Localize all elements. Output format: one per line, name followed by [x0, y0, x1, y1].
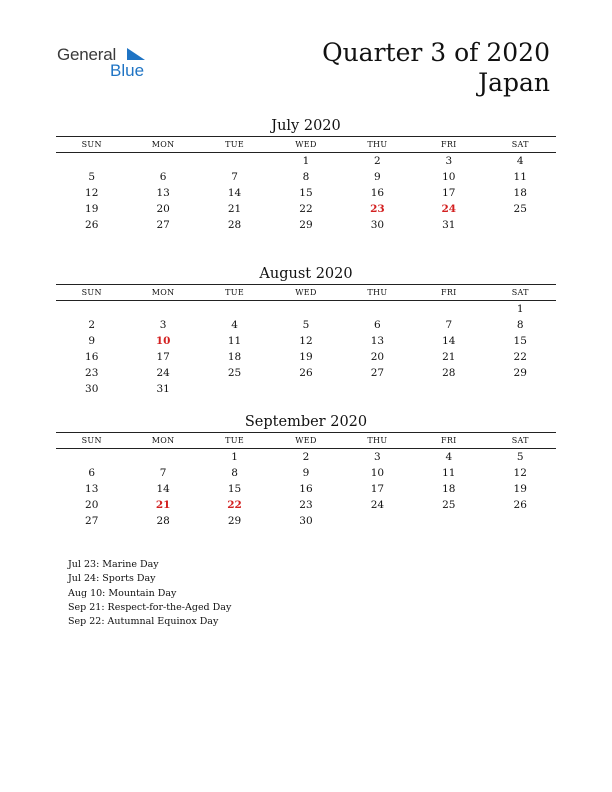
date-cell: 28	[156, 515, 170, 527]
week-row	[56, 317, 556, 333]
date-cell: 24	[156, 367, 170, 379]
quarter-title: Quarter 3 of 2020	[322, 38, 550, 67]
week-row	[56, 497, 556, 513]
date-cell: 12	[299, 335, 313, 347]
weekday-label: MON	[151, 288, 175, 297]
date-cell: 16	[299, 483, 313, 495]
week-row	[56, 465, 556, 481]
week-row	[56, 513, 556, 529]
date-cell: 1	[302, 155, 310, 167]
holiday-date: 10	[155, 335, 171, 347]
date-cell: 4	[516, 155, 524, 167]
week-row	[56, 365, 556, 381]
month-calendar	[56, 264, 556, 397]
date-cell: 14	[156, 483, 170, 495]
date-cell: 15	[299, 187, 313, 199]
date-cell: 12	[85, 187, 99, 199]
month-title: August 2020	[259, 266, 353, 282]
date-cell: 21	[442, 351, 456, 363]
date-cell: 1	[516, 303, 524, 315]
weekday-label: FRI	[441, 436, 457, 445]
weekday-label: MON	[151, 140, 175, 149]
date-cell: 14	[227, 187, 242, 199]
date-cell: 23	[299, 499, 313, 511]
date-cell: 5	[302, 319, 310, 331]
date-cell: 2	[88, 319, 96, 331]
week-row	[56, 481, 556, 497]
month-title: July 2020	[271, 118, 341, 134]
logo-general-text: General	[57, 45, 117, 64]
weekday-label: MON	[151, 436, 175, 445]
date-cell: 5	[516, 451, 524, 463]
weekday-label: TUE	[225, 436, 244, 445]
holiday-note: Jul 24: Sports Day	[68, 573, 156, 585]
date-cell: 30	[370, 219, 385, 231]
date-cell: 28	[442, 367, 456, 379]
date-cell: 29	[299, 219, 313, 231]
date-cell: 9	[302, 467, 310, 479]
weekday-label: SUN	[81, 140, 102, 149]
date-cell: 13	[370, 335, 385, 347]
country-title: Japan	[478, 68, 550, 97]
date-cell: 17	[442, 187, 456, 199]
date-cell: 31	[156, 383, 170, 395]
weekday-header	[56, 284, 556, 301]
date-cell: 2	[374, 155, 381, 167]
week-row	[56, 201, 556, 217]
date-cell: 19	[513, 483, 527, 495]
weekday-label: FRI	[441, 140, 457, 149]
date-cell: 12	[513, 467, 527, 479]
date-cell: 21	[227, 203, 242, 215]
weekday-label: THU	[367, 288, 388, 297]
weekday-label: SAT	[511, 140, 529, 149]
weekday-label: SAT	[511, 436, 529, 445]
date-cell: 7	[445, 319, 453, 331]
date-cell: 20	[85, 499, 99, 511]
date-cell: 17	[156, 351, 170, 363]
week-row	[56, 333, 556, 349]
date-cell: 11	[513, 171, 527, 183]
holiday-notes	[68, 558, 231, 629]
date-cell: 10	[370, 467, 385, 479]
date-cell: 27	[370, 367, 385, 379]
weekday-header	[56, 136, 556, 153]
logo-blue-text: Blue	[110, 61, 145, 80]
date-cell: 18	[227, 351, 242, 363]
date-cell: 4	[231, 319, 238, 331]
week-row	[56, 185, 556, 201]
date-cell: 9	[88, 335, 96, 347]
weekday-label: WED	[295, 436, 317, 445]
date-cell: 24	[370, 499, 385, 511]
date-cell: 20	[370, 351, 385, 363]
date-cell: 13	[85, 483, 99, 495]
weekday-label: WED	[295, 288, 317, 297]
weekday-label: THU	[367, 436, 388, 445]
holiday-date: 21	[155, 499, 171, 511]
date-cell: 9	[374, 171, 381, 183]
generalblue-logo	[57, 44, 157, 84]
weekday-label: THU	[367, 140, 388, 149]
date-cell: 31	[442, 219, 456, 231]
date-cell: 27	[85, 515, 99, 527]
date-cell: 11	[442, 467, 456, 479]
month-title: September 2020	[244, 414, 368, 430]
date-cell: 5	[88, 171, 96, 183]
week-row	[56, 381, 556, 397]
date-cell: 7	[231, 171, 238, 183]
weekday-label: SUN	[81, 288, 102, 297]
weekday-label: TUE	[225, 140, 244, 149]
date-cell: 23	[85, 367, 99, 379]
date-cell: 15	[513, 335, 527, 347]
holiday-note: Aug 10: Mountain Day	[68, 587, 177, 599]
date-cell: 15	[227, 483, 242, 495]
date-cell: 29	[513, 367, 527, 379]
date-cell: 4	[445, 451, 453, 463]
date-cell: 3	[159, 319, 167, 331]
weekday-header	[56, 432, 556, 449]
holiday-date: 22	[227, 499, 242, 511]
weekday-label: SAT	[511, 288, 529, 297]
date-cell: 13	[156, 187, 170, 199]
date-cell: 19	[299, 351, 313, 363]
date-cell: 16	[370, 187, 385, 199]
weekday-label: TUE	[225, 288, 244, 297]
week-row	[56, 301, 556, 317]
date-cell: 19	[85, 203, 99, 215]
date-cell: 8	[516, 319, 524, 331]
date-cell: 28	[227, 219, 242, 231]
date-cell: 10	[442, 171, 456, 183]
page-title	[322, 38, 550, 98]
date-cell: 26	[513, 499, 527, 511]
month-calendar	[56, 116, 556, 233]
date-cell: 3	[374, 451, 381, 463]
date-cell: 2	[302, 451, 310, 463]
date-cell: 11	[227, 335, 242, 347]
holiday-note: Sep 21: Respect-for-the-Aged Day	[68, 601, 232, 613]
date-cell: 29	[227, 515, 242, 527]
weekday-label: FRI	[441, 288, 457, 297]
date-cell: 25	[513, 203, 527, 215]
date-cell: 18	[442, 483, 456, 495]
date-cell: 30	[85, 383, 99, 395]
week-row	[56, 217, 556, 233]
date-cell: 6	[159, 171, 167, 183]
date-cell: 22	[513, 351, 527, 363]
holiday-date: 23	[370, 203, 385, 215]
week-row	[56, 169, 556, 185]
holiday-note: Sep 22: Autumnal Equinox Day	[68, 616, 219, 628]
date-cell: 20	[156, 203, 170, 215]
date-cell: 25	[442, 499, 456, 511]
date-cell: 18	[513, 187, 527, 199]
date-cell: 27	[156, 219, 170, 231]
holiday-note: Jul 23: Marine Day	[68, 559, 159, 570]
week-row	[56, 449, 556, 465]
week-row	[56, 349, 556, 365]
weekday-label: WED	[295, 140, 317, 149]
holiday-date: 24	[441, 203, 457, 215]
date-cell: 25	[227, 367, 242, 379]
weekday-label: SUN	[81, 436, 102, 445]
date-cell: 14	[442, 335, 456, 347]
date-cell: 6	[88, 467, 96, 479]
date-cell: 1	[231, 451, 238, 463]
date-cell: 8	[302, 171, 310, 183]
date-cell: 22	[299, 203, 313, 215]
date-cell: 8	[231, 467, 238, 479]
week-row	[56, 153, 556, 169]
date-cell: 26	[85, 219, 99, 231]
date-cell: 7	[159, 467, 167, 479]
month-calendar	[56, 412, 556, 529]
date-cell: 30	[299, 515, 313, 527]
date-cell: 26	[299, 367, 313, 379]
date-cell: 17	[370, 483, 385, 495]
date-cell: 6	[374, 319, 381, 331]
date-cell: 3	[445, 155, 453, 167]
date-cell: 16	[85, 351, 99, 363]
